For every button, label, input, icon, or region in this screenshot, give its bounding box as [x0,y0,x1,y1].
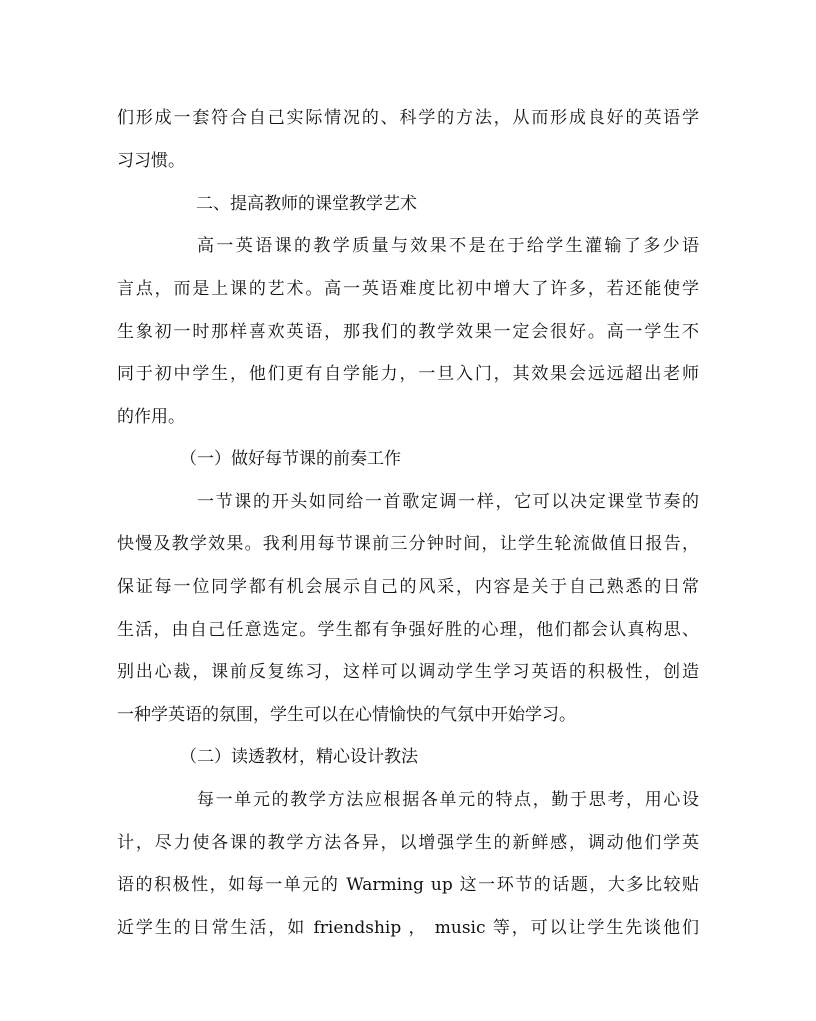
paragraph-line: 每一单元的教学方法应根据各单元的特点，勤于思考，用心设 [197,790,699,810]
subsection-heading: （一）做好每节课的前奏工作 [180,449,401,469]
paragraph-line: 近学生的日常生活，如 friendship ， music 等，可以让学生先谈他们 [117,918,699,938]
paragraph-line: 一节课的开头如同给一首歌定调一样，它可以决定课堂节奏的 [197,492,699,512]
paragraph-line: 们形成一套符合自己实际情况的、科学的方法，从而形成良好的英语学 [117,108,699,128]
paragraph-line: 习习惯。 [117,151,185,171]
paragraph-line: 语的积极性，如每一单元的 Warming up 这一环节的话题，大多比较贴 [117,875,699,895]
paragraph-line: 保证每一位同学都有机会展示自己的风采，内容是关于自己熟悉的日常 [117,577,699,597]
paragraph-line: 的作用。 [117,407,185,427]
paragraph-line: 快慢及教学效果。我利用每节课前三分钟时间，让学生轮流做值日报告， [117,534,699,554]
paragraph-line: 同于初中学生，他们更有自学能力，一旦入门，其效果会远远超出老师 [117,364,699,384]
paragraph-line: 高一英语课的教学质量与效果不是在于给学生灌输了多少语 [197,236,699,256]
section-heading: 二、提高教师的课堂教学艺术 [196,194,417,214]
paragraph-line: 生象初一时那样喜欢英语，那我们的教学效果一定会很好。高一学生不 [117,322,699,342]
paragraph-line: 计，尽力使各课的教学方法各异，以增强学生的新鲜感，调动他们学英 [117,833,699,853]
subsection-heading: （二）读透教材，精心设计教法 [180,747,418,767]
paragraph-line: 一种学英语的氛围，学生可以在心情愉快的气氛中开始学习。 [117,705,576,725]
paragraph-line: 别出心裁，课前反复练习，这样可以调动学生学习英语的积极性，创造 [117,662,699,682]
paragraph-line: 生活，由自己任意选定。学生都有争强好胜的心理，他们都会认真构思、 [117,620,699,640]
paragraph-line: 言点，而是上课的艺术。高一英语难度比初中增大了许多，若还能使学 [117,279,699,299]
